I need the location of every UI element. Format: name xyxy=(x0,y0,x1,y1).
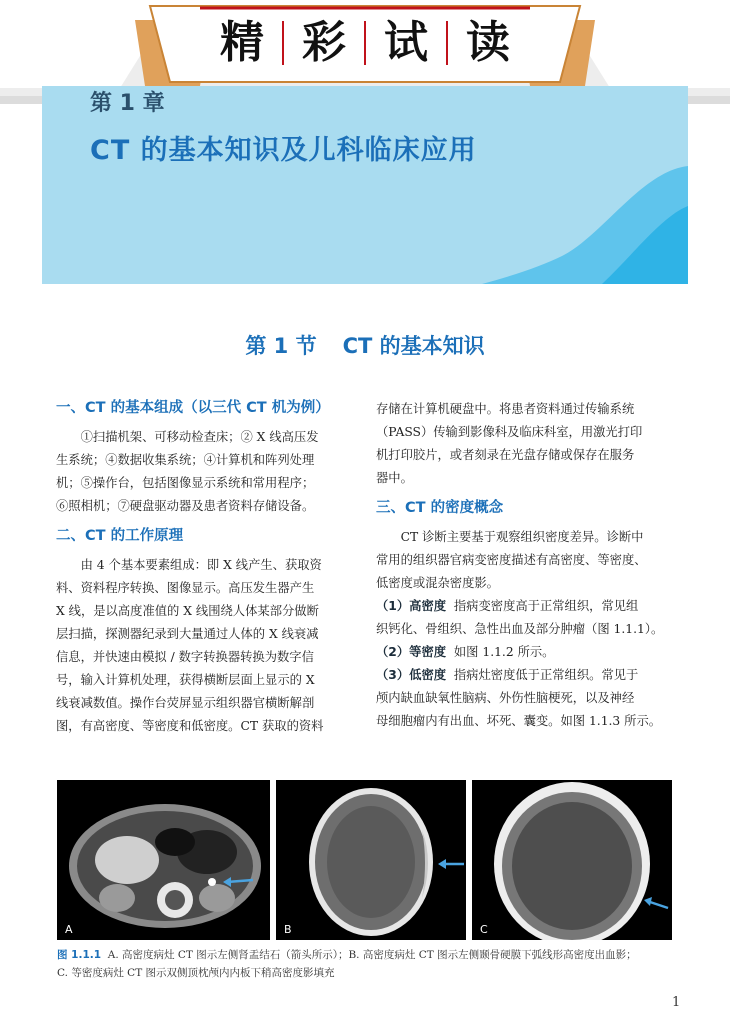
paragraph-line: 机打印胶片，或者刻录在光盘存储或保存在服务 xyxy=(376,448,635,462)
paragraph-line: 织钙化、骨组织、急性出血及部分肿瘤（图 1.1.1）。 xyxy=(376,622,664,636)
paragraph-line: 线衰减数值。操作台荧屏显示组织器官横断解剖 xyxy=(56,696,315,710)
paragraph-line: ⑥照相机；⑦硬盘驱动器及患者资料存储设备。 xyxy=(56,499,315,513)
heading-density-concept: 三、CT 的密度概念 xyxy=(376,500,504,516)
density-item-high xyxy=(376,595,672,618)
density-label-low: （3）低密度 xyxy=(376,668,447,682)
figure-b-ct-image xyxy=(276,780,466,940)
density-text-high: 指病变密度高于正常组织，常见组 xyxy=(453,599,639,613)
density-item-low xyxy=(376,664,672,687)
heading-ct-components: 一、CT 的基本组成（以三代 CT 机为例） xyxy=(56,400,330,416)
paragraph-line: 存储在计算机硬盘中。将患者资料通过传输系统 xyxy=(376,402,635,416)
density-label-equal: （2）等密度 xyxy=(376,645,447,659)
density-text-equal: 如图 1.1.2 所示。 xyxy=(453,645,555,659)
figure-label-a: A xyxy=(65,923,73,936)
chapter-title: CT 的基本知识及儿科临床应用 xyxy=(90,135,477,166)
ct-head-image-c xyxy=(472,780,672,940)
paragraph-line: X 线，是以高度准值的 X 线围绕人体某部分做断 xyxy=(56,604,319,618)
banner-char: 精 xyxy=(220,17,264,68)
caption-line-1: A. 高密度病灶 CT 图示左侧肾盂结石（箭头所示）；B. 高密度病灶 CT 图示左侧颞骨硬膜下弧线形高密度出血影； xyxy=(107,949,637,961)
paragraph-line: 低密度或混杂密度影。 xyxy=(376,576,499,590)
caption-line-2: C. 等密度病灶 CT 图示双侧顶枕颅内内板下稍高密度影填充 xyxy=(57,967,335,979)
chapter-header xyxy=(42,86,688,284)
paragraph-line: 生系统；④数据收集系统；④计算机和阵列处理 xyxy=(56,453,315,467)
paragraph-line: 母细胞瘤内有出血、坏死、囊变。如图 1.1.3 所示。 xyxy=(376,714,662,728)
right-column xyxy=(376,398,672,733)
paragraph-line: 信息，并快速由模拟 / 数字转换器转换为数字信 xyxy=(56,650,314,664)
density-text-low: 指病灶密度低于正常组织。常见于 xyxy=(453,668,639,682)
ct-abdomen-image xyxy=(57,780,270,940)
banner-title xyxy=(195,12,535,74)
section-title xyxy=(0,330,730,360)
paragraph-line: 器中。 xyxy=(376,471,413,485)
paragraph-line: 由 4 个基本要素组成：即 X 线产生、获取资 xyxy=(80,558,322,572)
section-number: 第 1 节 xyxy=(245,334,317,358)
paragraph-line: ①扫描机架、可移动检查床；② X 线高压发 xyxy=(80,430,319,444)
figure-a-ct-image xyxy=(57,780,270,940)
paragraph-line: 层扫描，探测器纪录到大量通过人体的 X 线衰减 xyxy=(56,627,319,641)
heading-ct-principle: 二、CT 的工作原理 xyxy=(56,528,184,544)
figure-label-c: C xyxy=(480,923,488,936)
caption-number: 图 1.1.1 xyxy=(57,949,102,961)
banner-char: 彩 xyxy=(302,17,346,68)
banner-char: 读 xyxy=(466,17,510,68)
left-column xyxy=(56,398,352,738)
paragraph-line: 图，有高密度、等密度和低密度。CT 获取的资料 xyxy=(56,719,324,733)
figure-caption xyxy=(57,946,677,982)
paragraph-line: 常用的组织器官病变密度描述有高密度、等密度、 xyxy=(376,553,647,567)
density-item-equal xyxy=(376,641,672,664)
chapter-number: 第 1 章 xyxy=(90,91,165,116)
section-name: CT 的基本知识 xyxy=(342,334,485,358)
paragraph-line: 料、资料程序转换、图像显示。高压发生器产生 xyxy=(56,581,315,595)
paragraph-line: CT 诊断主要基于观察组织密度差异。诊断中 xyxy=(400,530,644,544)
figure-label-b: B xyxy=(284,923,292,936)
paragraph-line: （PASS）传输到影像科及临床科室，用激光打印 xyxy=(376,425,643,439)
paragraph-line: 机；⑤操作台，包括图像显示系统和常用程序； xyxy=(56,476,315,490)
ct-head-image xyxy=(276,780,466,940)
paragraph-line: 号，输入计算机处理，获得横断层面上显示的 X xyxy=(56,673,315,687)
paragraph-line: 颅内缺血缺氧性脑病、外伤性脑梗死，以及神经 xyxy=(376,691,635,705)
page-number: 1 xyxy=(672,995,681,1010)
figure-c-ct-image xyxy=(472,780,672,940)
banner-char: 试 xyxy=(384,17,428,68)
density-label-high: （1）高密度 xyxy=(376,599,447,613)
